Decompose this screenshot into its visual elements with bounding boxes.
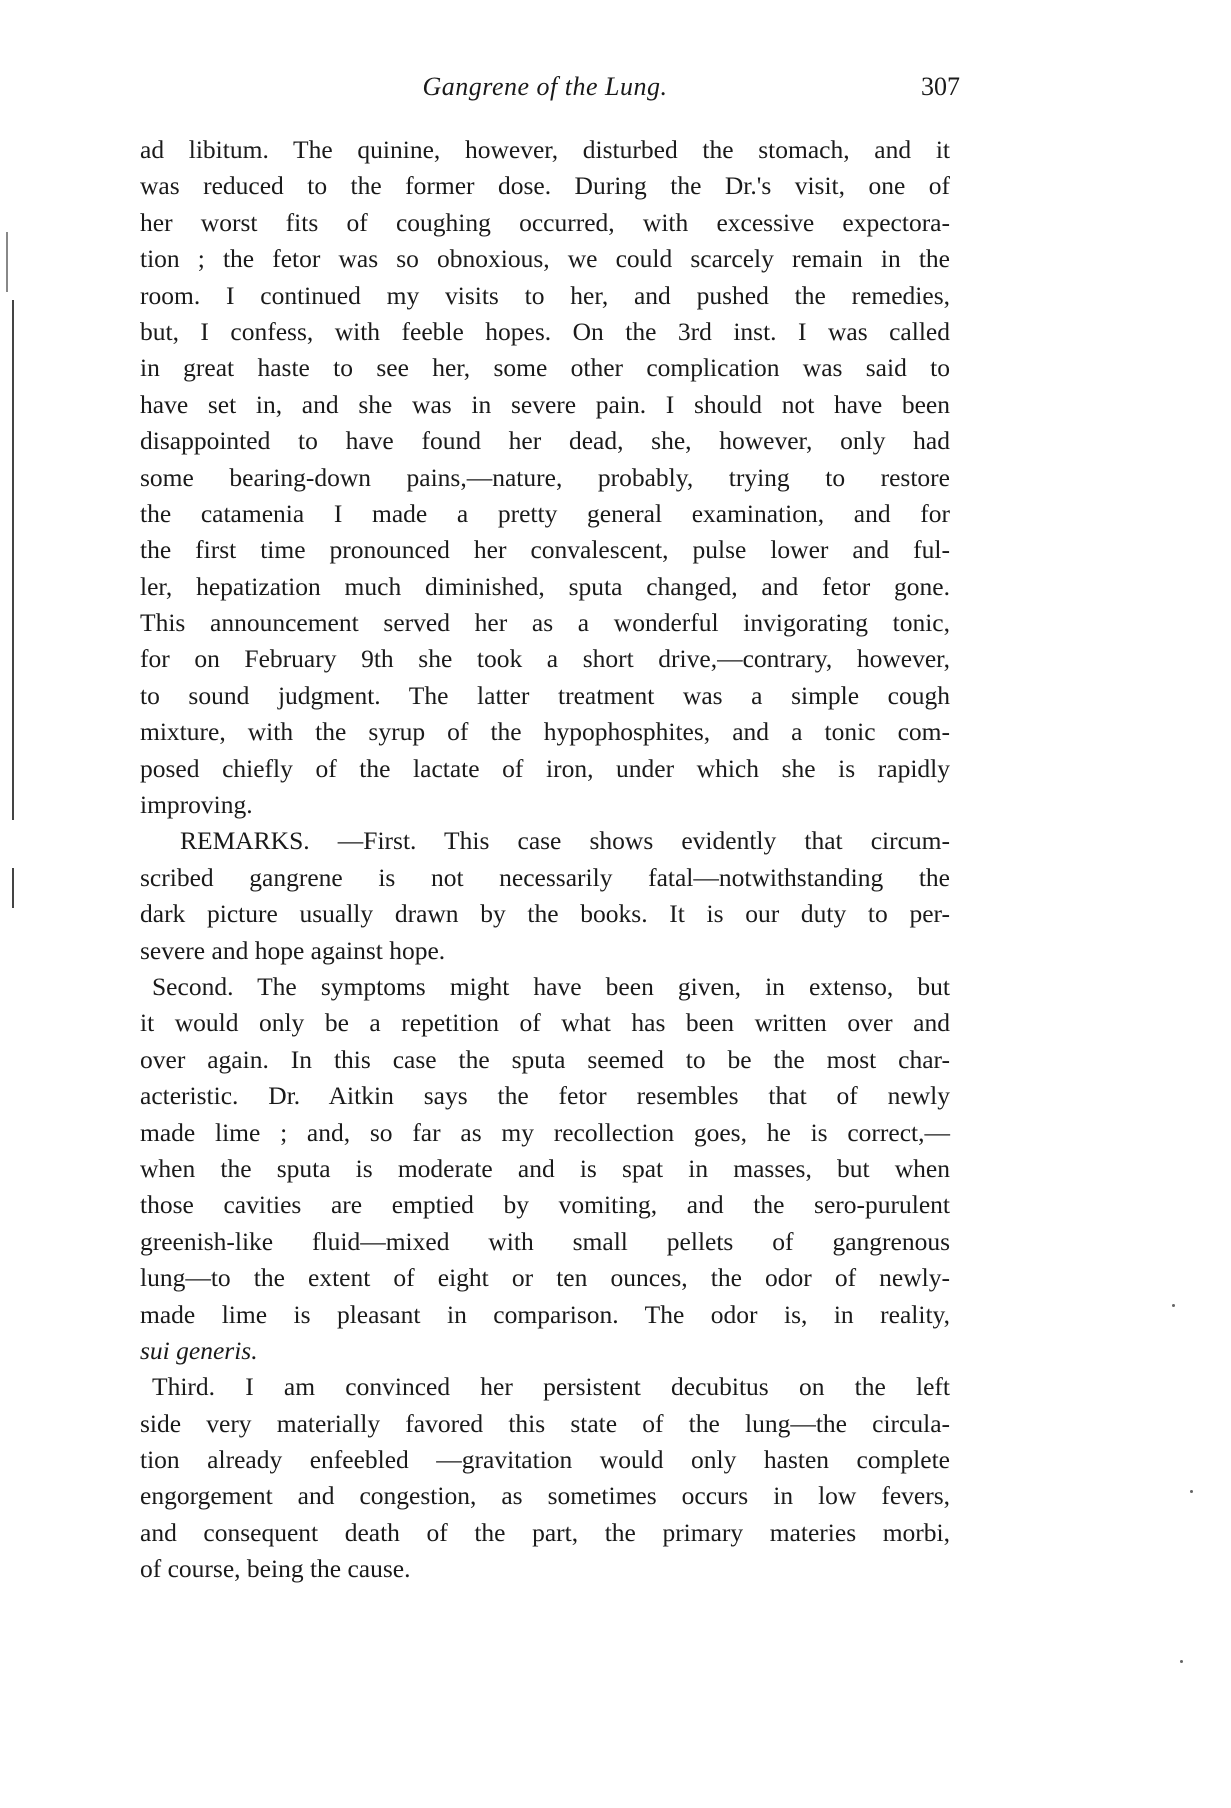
- text-line: posed chiefly of the lactate of iron, under which she is rapidly: [140, 753, 950, 783]
- text-line: the catamenia I made a pretty general examination, and for: [140, 498, 950, 528]
- text-line: and consequent death of the part, the primary materies morbi,: [140, 1517, 950, 1547]
- text-line: over again. In this case the sputa seemed to be the most char-: [140, 1044, 950, 1074]
- text-line: engorgement and congestion, as sometimes occurs in low fevers,: [140, 1481, 950, 1511]
- margin-rule: [12, 300, 14, 820]
- text-line: for on February 9th she took a short drive,—contrary, however,: [140, 644, 950, 674]
- text-line: ler, hepatization much diminished, sputa changed, and fetor gone.: [140, 571, 950, 601]
- text-line: improving.: [140, 790, 253, 820]
- speck-mark: [1190, 1490, 1193, 1493]
- text-line: lung—to the extent of eight or ten ounces, the odor of newly-: [140, 1263, 950, 1293]
- text-line: tion ; the fetor was so obnoxious, we could scarcely remain in the: [140, 244, 950, 274]
- text-line: but, I confess, with feeble hopes. On the 3rd inst. I was called: [140, 316, 950, 346]
- speck-mark: [1180, 1660, 1183, 1663]
- text-line: was reduced to the former dose. During the Dr.'s visit, one of: [140, 171, 950, 201]
- text-line: room. I continued my visits to her, and pushed the remedies,: [140, 280, 950, 310]
- text-line: her worst fits of coughing occurred, with excessive expectora-: [140, 207, 950, 237]
- text-line: scribed gangrene is not necessarily fatal—notwithstanding the: [140, 862, 950, 892]
- text-line: ad libitum. The quinine, however, disturbed the stomach, and it: [140, 135, 950, 164]
- text-line: it would only be a repetition of what has been written over and: [140, 1008, 950, 1038]
- text-line: when the sputa is moderate and is spat in masses, but when: [140, 1153, 950, 1183]
- text-line: severe and hope against hope.: [140, 935, 446, 965]
- page-number: 307: [921, 72, 960, 101]
- text-line: dark picture usually drawn by the books. It is our duty to per-: [140, 899, 950, 929]
- text-line: This announcement served her as a wonderful invigorating tonic,: [140, 608, 950, 638]
- text-line: Second. The symptoms might have been given, in extenso, but: [152, 971, 950, 1001]
- text-line: disappointed to have found her dead, she, however, only had: [140, 426, 950, 456]
- text-line: side very materially favored this state of the lung—the circula-: [140, 1408, 950, 1438]
- text-line: greenish-like fluid—mixed with small pellets of gangrenous: [140, 1226, 950, 1256]
- text-line: of course, being the cause.: [140, 1554, 411, 1584]
- text-line: REMARKS. —First. This case shows evidently that circum-: [180, 826, 950, 856]
- running-title: Gangrene of the Lung.: [422, 72, 668, 101]
- margin-rule: [6, 232, 8, 292]
- text-line: mixture, with the syrup of the hypophosphites, and a tonic com-: [140, 717, 950, 747]
- margin-rule: [12, 868, 14, 908]
- text-line: in great haste to see her, some other complication was said to: [140, 353, 950, 383]
- text-line: Third. I am convinced her persistent decubitus on the left: [152, 1372, 950, 1402]
- running-head: [140, 72, 960, 112]
- text-line: have set in, and she was in severe pain. I should not have been: [140, 389, 950, 419]
- text-line: acteristic. Dr. Aitkin says the fetor resembles that of newly: [140, 1081, 950, 1111]
- text-line: tion already enfeebled —gravitation would only hasten complete: [140, 1445, 950, 1475]
- text-line: made lime is pleasant in comparison. The odor is, in reality,: [140, 1299, 950, 1329]
- text-line: the first time pronounced her convalescent, pulse lower and ful-: [140, 535, 950, 565]
- text-line: to sound judgment. The latter treatment was a simple cough: [140, 680, 950, 710]
- speck-mark: [1172, 1304, 1175, 1307]
- text-line: sui generis.: [140, 1335, 258, 1365]
- text-line: some bearing-down pains,—nature, probably, trying to restore: [140, 462, 950, 492]
- text-line: those cavities are emptied by vomiting, and the sero-purulent: [140, 1190, 950, 1220]
- text-line: made lime ; and, so far as my recollection goes, he is correct,—: [140, 1117, 950, 1147]
- body-text: [140, 132, 950, 1588]
